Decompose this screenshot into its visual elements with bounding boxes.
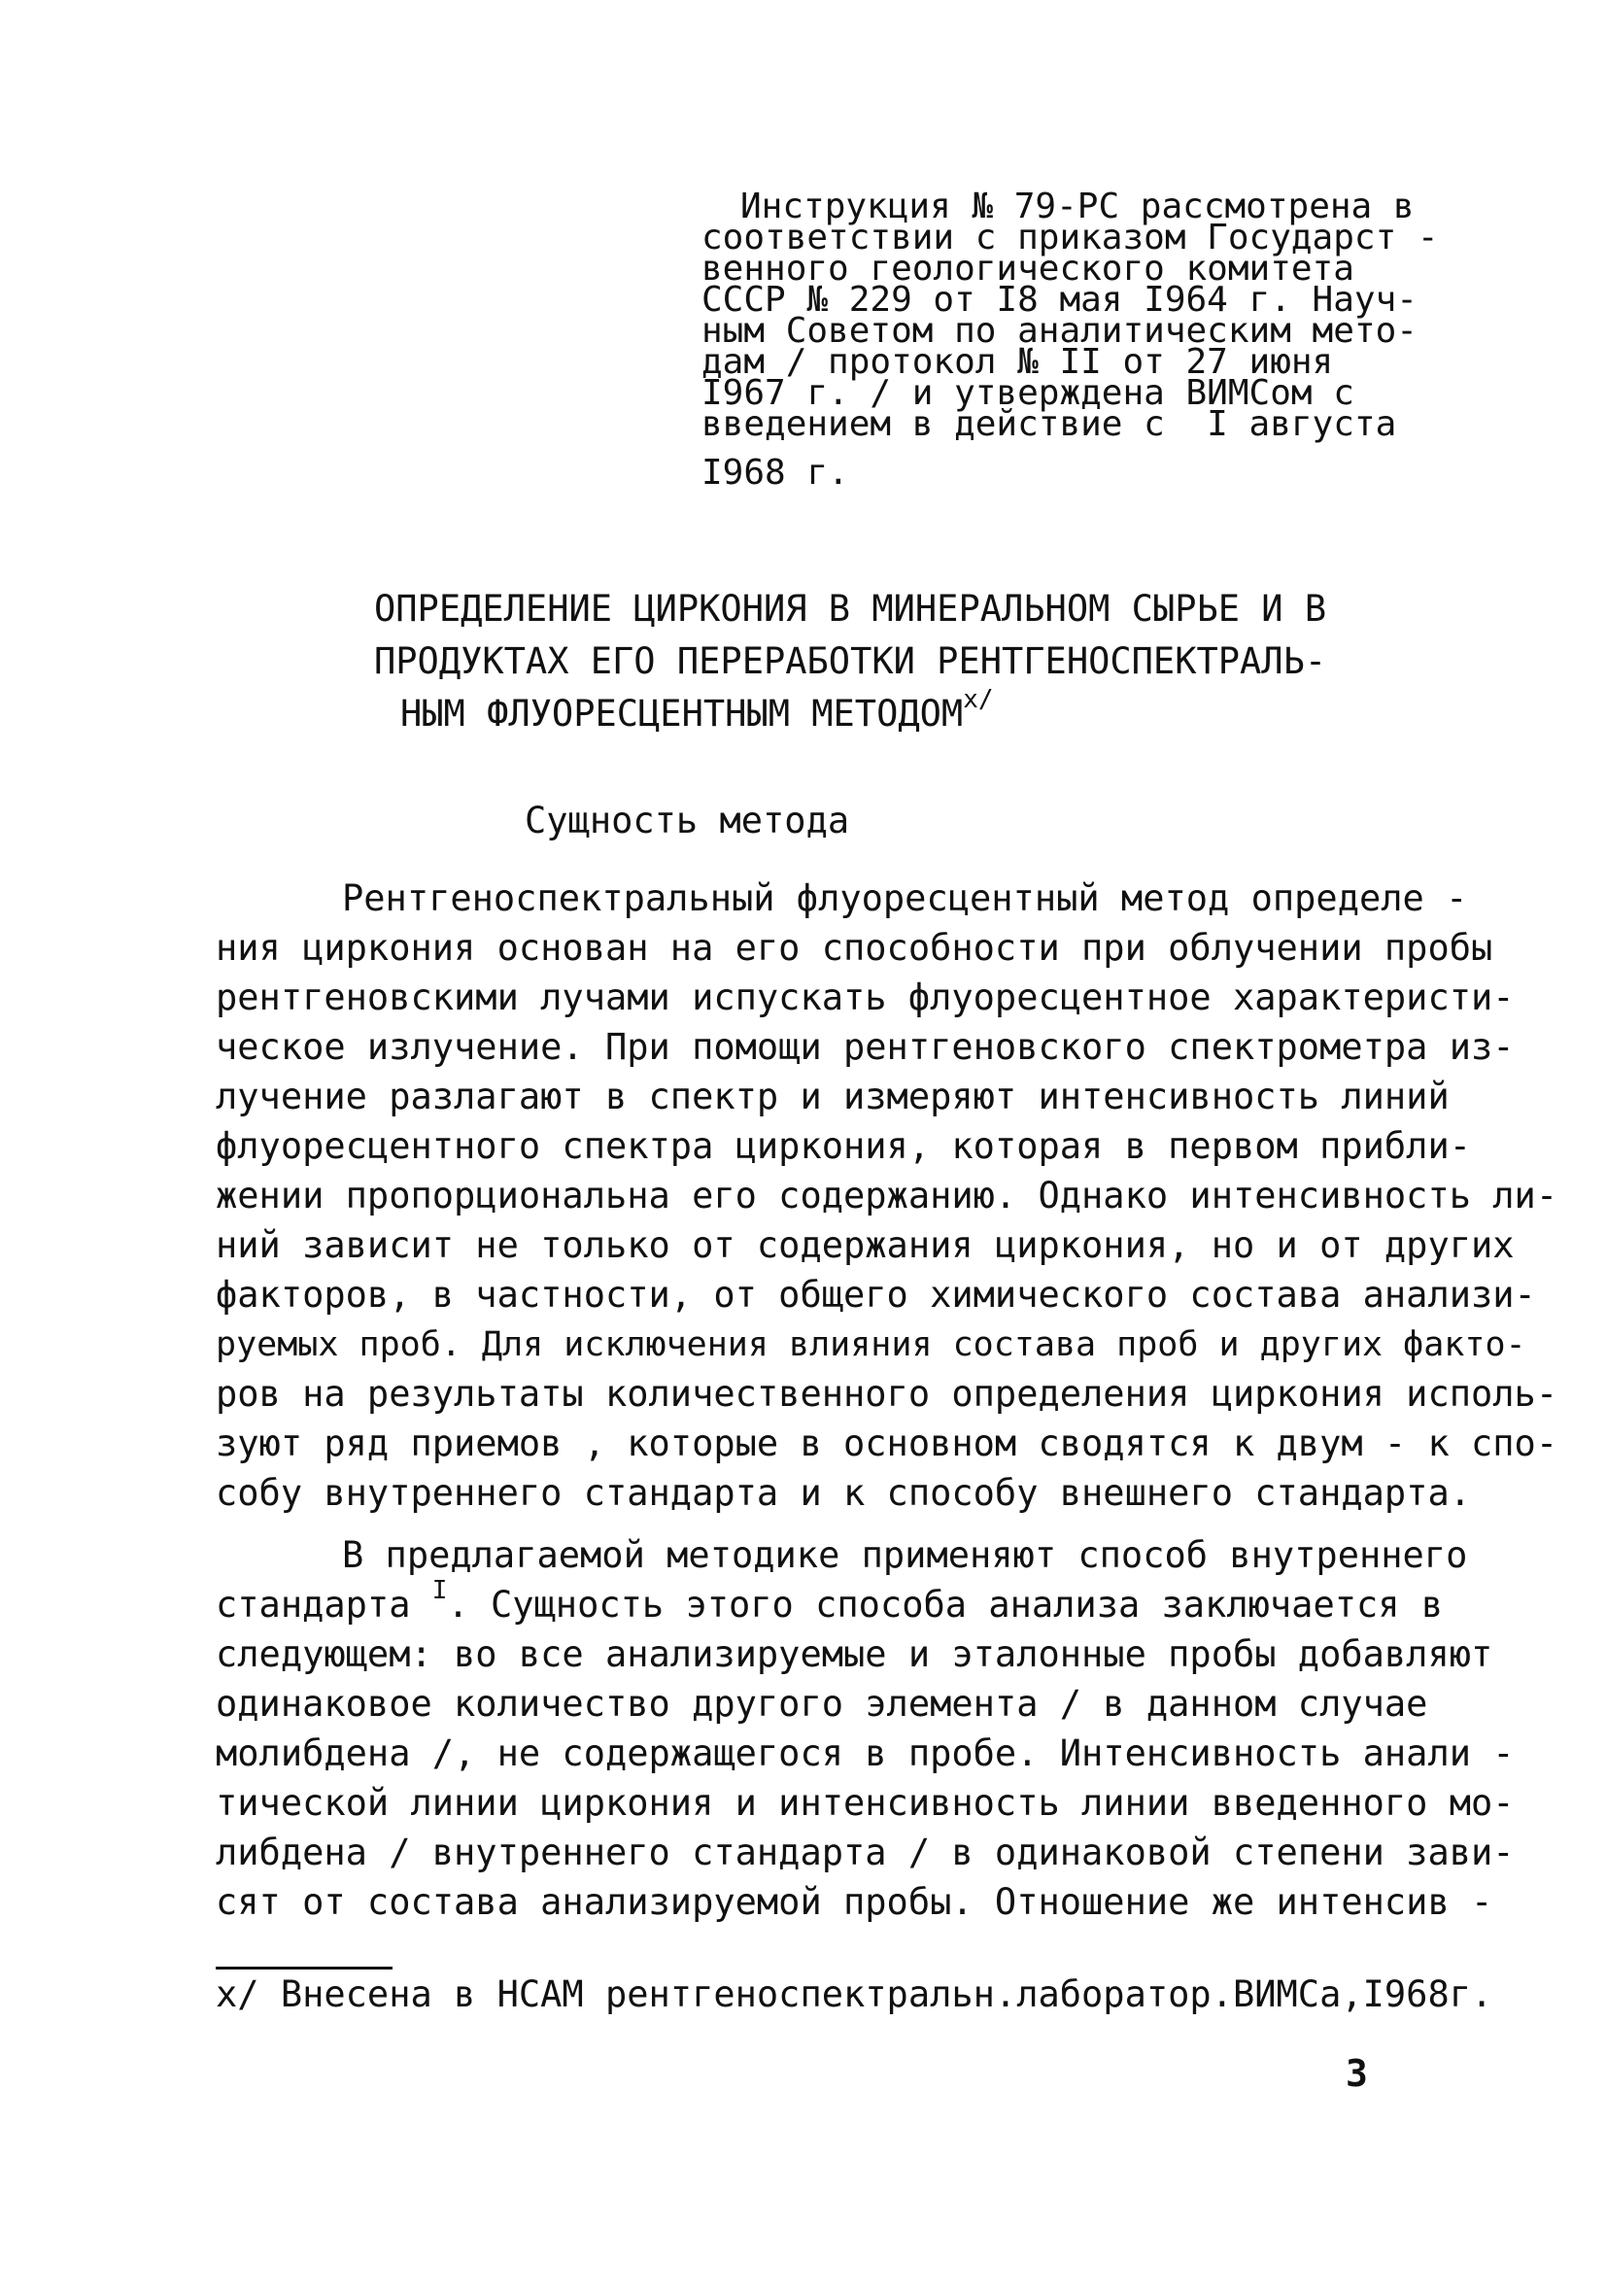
paragraph-1-line: жении пропорциональна его содержанию. Однако интенсивность ли- [216,1175,1558,1217]
paragraph-2-line: следующем: во все анализируемые и эталонные пробы добавляют [216,1633,1493,1675]
approval-note-line: Инструкция № 79-РС рассмотрена в [740,187,1415,226]
paragraph-2-line-2-end: . Сущность этого способа анализа заключается в [447,1584,1444,1626]
paragraph-1-line: руемых проб. Для исключения влияния состава проб и других факто- [216,1325,1526,1364]
footnote-divider [216,1967,393,1970]
title-line-3-text: НЫМ ФЛУОРЕСЦЕНТНЫМ МЕТОДОМ [400,693,964,735]
approval-note-line: СССР № 229 от I8 мая I964 г. Науч- [701,280,1418,320]
paragraph-1-line: Рентгеноспектральный флуоресцентный метод определе - [342,877,1468,919]
paragraph-2-line: либдена / внутреннего стандарта / в одинаковой степени зави- [216,1832,1515,1873]
paragraph-1-line: собу внутреннего стандарта и к способу внешнего стандарта. [216,1472,1472,1514]
paragraph-2-line [216,1575,1444,1628]
paragraph-1-line: ческое излучение. При помощи рентгеновского спектрометра из- [216,1026,1515,1068]
approval-note-line: венного геологического комитета [701,249,1354,289]
title-line-2: ПРОДУКТАХ ЕГО ПЕРЕРАБОТКИ РЕНТГЕНОСПЕКТРАЛЬ- [374,640,1327,682]
approval-note-line: введением в действие с I августа [701,404,1397,444]
approval-note-line: ным Советом по аналитическим мето- [701,311,1418,351]
footnote: x/ Внесена в НСАМ рентгеноспектральн.лаборатор.ВИМСа,I968г. [216,1973,1493,2015]
paragraph-2-line: тической линии циркония и интенсивность линии введенного мо- [216,1782,1515,1824]
paragraph-1-line: ния циркония основан на его способности при облучении пробы [216,927,1493,969]
section-heading: Сущность метода [525,800,850,841]
paragraph-2-line: одинаковое количество другого элемента / в данном случае [216,1683,1428,1725]
paragraph-1-line: ний зависит не только от содержания циркония, но и от других [216,1224,1515,1266]
paragraph-2-line-2-start: стандарта [216,1584,432,1626]
title-line-3 [400,684,994,737]
paragraph-2-line: В предлагаемой методике применяют способ внутреннего [342,1534,1468,1576]
reference-mark: I [431,1575,448,1605]
page-number: 3 [1346,2052,1368,2095]
title-footnote-mark: x/ [963,684,994,714]
paragraph-1-line: факторов, в частности, от общего химического состава анализи- [216,1274,1536,1316]
paragraph-1-line: ров на результаты количественного определения циркония исполь- [216,1373,1558,1415]
paragraph-1-line: рентгеновскими лучами испускать флуоресцентное характеристи- [216,977,1515,1018]
approval-note-line: соответствии с приказом Государст - [701,218,1439,257]
paragraph-1-line: зуют ряд приемов , которые в основном сводятся к двум - к спо- [216,1422,1558,1464]
paragraph-2-line: молибдена /, не содержащегося в пробе. Интенсивность анали - [216,1732,1515,1774]
paragraph-2-line: сят от состава анализируемой пробы. Отношение же интенсив - [216,1881,1493,1923]
approval-note-line: I967 г. / и утверждена ВИМСом с [701,373,1354,413]
approval-note-line: дам / протокол № II от 27 июня [701,342,1334,382]
approval-note-line: I968 г. [701,453,849,493]
paragraph-1-line: флуоресцентного спектра циркония, которая в первом прибли- [216,1125,1472,1167]
title-line-1: ОПРЕДЕЛЕНИЕ ЦИРКОНИЯ В МИНЕРАЛЬНОМ СЫРЬЕ И В [374,588,1327,630]
paragraph-1-line: лучение разлагают в спектр и измеряют интенсивность линий [216,1076,1450,1117]
